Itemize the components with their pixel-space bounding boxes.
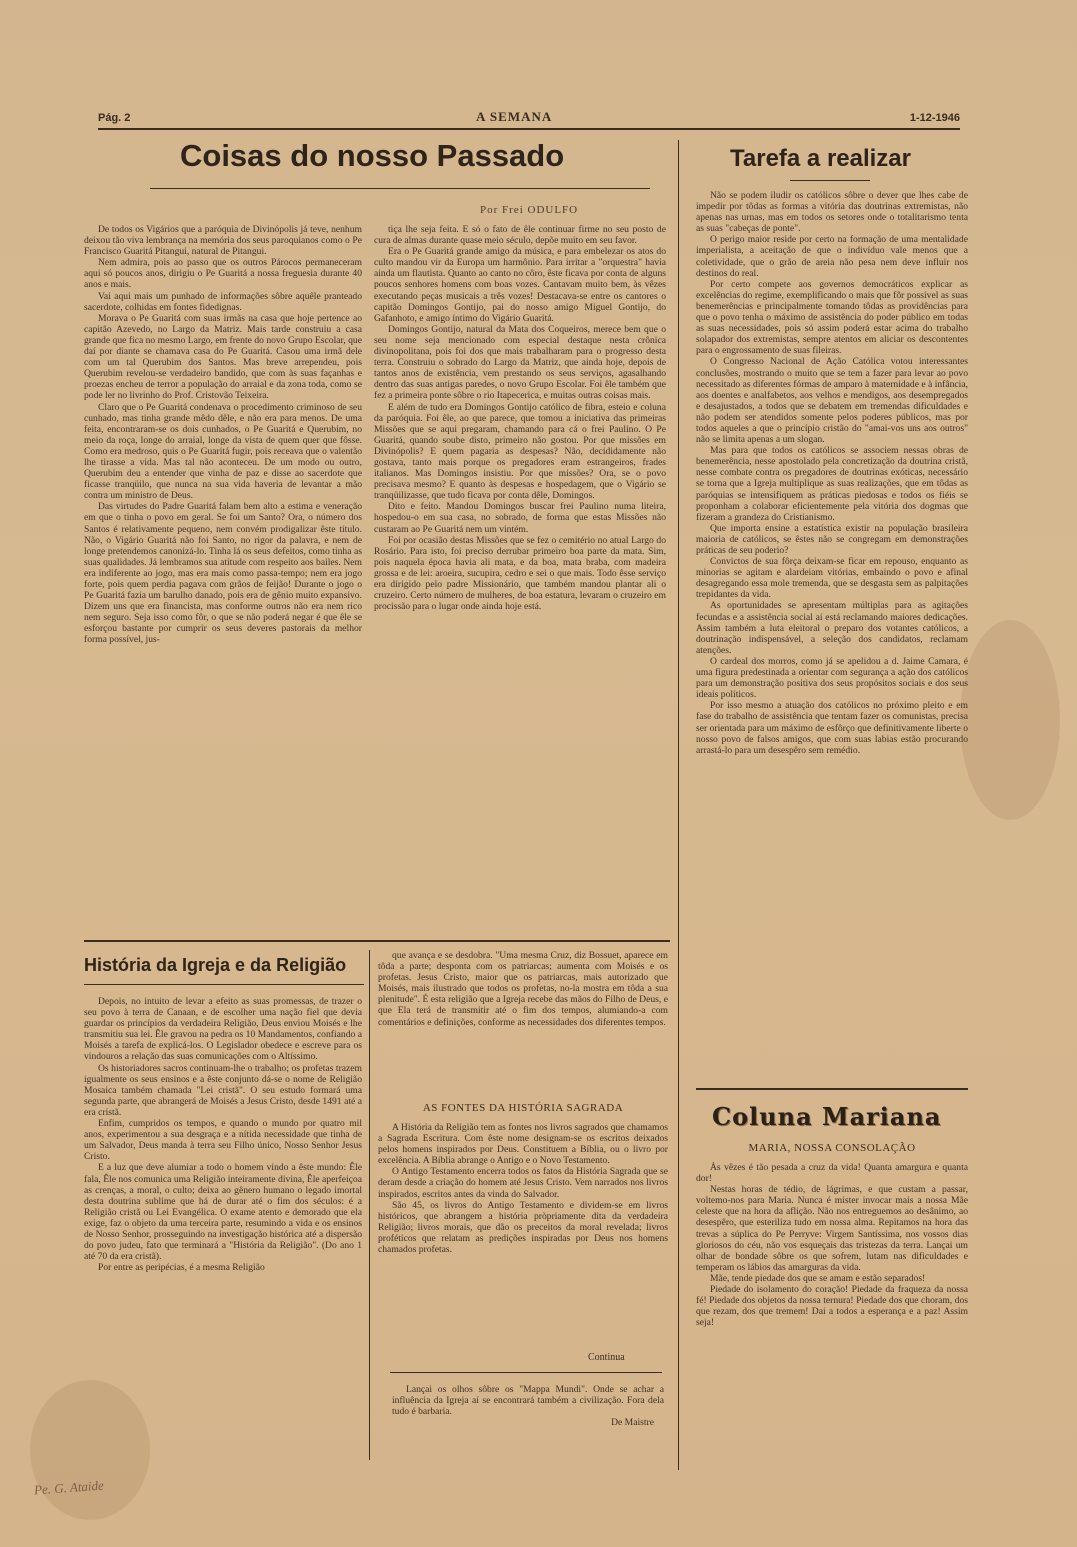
article3-column-1 [84,996,362,1456]
quote-text: Lançai os olhos sôbre os "Mappa Mundi". Onde se achar a influência da Igreja aí se encontrará também a civilização. Fora dela tudo é barbaria. [392,1384,664,1418]
article4-column [696,1162,968,1462]
continua-note: Continua [588,1352,625,1363]
handwritten-margin-note: Pe. G. Ataide [33,1477,105,1498]
newspaper-name: A SEMANA [476,109,553,124]
box-rule [390,1372,662,1373]
paragraph: O Antigo Testamento encerra todos os fatos da História Sagrada que se deram desde a criação do homem até Jesus Cristo. Vem narrados nos livros inspirados, escritos antes da vinda do Salvador. [378,1166,668,1200]
masthead-rule [98,128,960,130]
paragraph: Nestas horas de tédio, de lágrimas, e que custam a passar, voltemo-nos para Maria. Nunca é mister invocar mais a nossa Mãe celeste que na hora da aflição. Não nos entreguemos ao desânimo, ao desespêro, que esteriliza tudo em nossa alma. Repitamos na hora das trevas a súplica do Pe Perryve: Virgem Santíssima, nos vossos dias gloriosos do céu, não vos esqueçais das tristezas da terra. Lançai um olhar de bondade sôbre os que sofrem, lutam nas dificuldades e temperam os lábios das amarguras da vida. [696,1184,968,1273]
subheading: MARIA, NOSSA CONSOLAÇÃO [748,1142,916,1154]
paragraph: Piedade do isolamento do coração! Piedade da fraqueza da nossa fé! Piedade dos objetos da nossa ternura! Piedade dos que choram, dos que rezam, dos que tremem! Dai a todos a esperança e a paz! Assim seja! [696,1284,968,1329]
article-title-coisas: Coisas do nosso Passado [180,138,565,173]
article3-column-2b [378,1122,668,1348]
quote-box [392,1384,664,1444]
paragraph: Por isso mesmo a atuação dos católicos no próximo pleito e em fase do trabalho de assistência que tentam fazer os comunistas, precisa ser orientada para um máximo de esfôrço que definitivamente liberte o nosso povo de falsos amigos, que com suas labias estão procurando arrastá-lo para um desespêro sem remédio. [696,700,968,756]
column-divider [369,950,370,1460]
paragraph: As oportunidades se apresentam múltiplas para as agitações fecundas e a assistência social aí está reclamando maiores dedicações. Assim também a luta eleitoral o preparo dos votantes católicos, a doutrinação indispensável, a seleção dos candidatos, reclamam atenções. [696,600,968,656]
article-title-tarefa: Tarefa a realizar [730,145,911,172]
paragraph: Foi por ocasião destas Missões que se fez o cemitério no atual Largo do Rosário. Para isto, foi preciso derrubar primeiro boa parte da mata. Sim, pois naquela época havia ali mata, e da boa, mata braba, com madeira grossa e de lei: aroeira, sucupira, cedro e sei o que mais. Todo êsse serviço era dirigido pelo padre Missionário, que também mandou plantar ali o cruzeiro. Certo número de mulheres, de boa estatura, levaram o cruzeiro em procissão para o lugar onde ainda hoje está. [374,534,666,613]
subheading: AS FONTES DA HISTÓRIA SAGRADA [422,1102,624,1114]
issue-date: 1-12-1946 [909,112,960,124]
section-rule [84,940,670,942]
paragraph: De todos os Vigários que a paróquia de Divinópolis já teve, nenhum deixou tão viva lembrança na memória dos seus paroquianos como o Pe Francisco Guaritá Pitangui, natural de Pitangui. [84,224,362,258]
paragraph: Depois, no intuito de levar a efeito as suas promessas, de trazer o seu povo à terra de Canaan, e de escolher uma nação fiel que devia guardar os princípios da verdadeira Religião, Deus enviou Moisés e lhe transmitiu sua lei. Êle gravou na pedra os 10 Mandamentos, confiando a Moisés a tarefa de explicá-los. O Legislador obedece e escreve para os vindouros a relação das suas comunicações com o Altíssimo. [84,996,362,1063]
paragraph: E além de tudo era Domingos Gontijo católico de fibra, esteio e coluna da paróquia. Foi êle, ao que parece, que tomou a iniciativa das primeiras Missões que se aqui pregaram, chamando para cá o frei Paulino. O Pe Guaritá, quando soube disto, primeiro não gostou. Por que missões em Divinópolis? E quem pagaria as despesas? Não, decididamente não gostava, tanto mais porque os pregadores eram estrangeiros, frades italianos. Mas Domingos insistiu. Por que missões? Ora, se o povo precisava mesmo? E quanto às despesas e hospedagem, que o Vigário se tranqüilizasse, que tudo ficava por conta dêle, Domingos. [374,401,666,502]
paragraph: Mas para que todos os católicos se associem nessas obras de benemerência, nesse apostolado pela concretização da doutrina cristã, nesse combate contra os pregadores de doutrinas exóticas, necessário se torna que a Igreja multiplique as suas realizações, que em tôdas as paróquias se intensifiquem as práticas piedosas e todos os fiéis se proponham a colaborar eficientemente pela vitória dos dogmas que fizeram a grandeza do Cristianismo. [696,445,968,523]
paragraph: Por entre as peripécias, é a mesma Religião [98,1262,265,1274]
paragraph: Das virtudes do Padre Guaritá falam bem alto a estima e veneração em que o tinha o povo em geral. Se foi um Santo? Ora, o número dos Santos é relativamente pequeno, nem convém prodigalizar êste título. Não, o Vigário Guaritá não foi Santo, no rigor da palavra, e nem de longe pretendemos canonizá-lo. Tinha lá os seus defeitos, como tinha as suas qualidades. Já lembramos sua atitude com respeito aos bailes. Nem era indiferente ao jogo, mas era mais como passa-tempo; nem era jogo forte, pois quem perdia pagava com grãos de feijão! Durante o jogo o Pe Guaritá fazia um barulho danado, pois era de gênio muito expansivo. Dizem uns que era financista, mas conforme outros não era nem rico nem seguro. Seja isso como fôr, o que se não poderá negar é que êle se esforçou bastante por cumprir os seus deveres pastorais da melhor forma possível, jus- [84,501,362,646]
paragraph: Por certo compete aos governos democráticos explicar as excelências do regime, exemplificando o mais que fôr possível as suas benemerências e principalmente tomando tôdas as providências para que o povo tenha o máximo de assistência do poder público em todas as suas necessidades, pois só assim poderá estar acima do trabalho solapador dos extremistas, sempre atentos em aliciar os descontentes para o engrossamento de suas fileiras. [696,278,968,357]
article1-column-1 [84,224,362,936]
article1-column-2 [374,224,666,936]
paragraph: O perigo maior reside por certo na formação de uma mentalidade imperialista, a aceitação de que o indivíduo vale menos que a coletividade, que o grão de areia não pesa nem deve influir nos destinos do real. [696,234,968,279]
paragraph: Às vêzes é tão pesada a cruz da vida! Quanta amargura e quanta dor! [696,1162,968,1185]
column-divider [678,140,679,1470]
paragraph: Domingos Gontijo, natural da Mata dos Coqueiros, merece bem que o seu nome seja mencionado com especial destaque nesta crônica divinopolitana, pois foi dos que mais trabalharam para o progresso desta terra. Construiu o sobrado do Largo da Matriz, que ainda hoje, depois de tantos anos de existência, vem prestando os seus serviços, agasalhando dentro das suas antigas paredes, o novo Grupo Escolar. Foi êle também que fez a primeira ponte sôbre o rio Itapecerica, e muitas outras coisas mais. [374,323,666,402]
paragraph: A História da Religião tem as fontes nos livros sagrados que chamamos a Sagrada Escritura. Com êste nome designam-se os escritos deixados pelos homens inspirados por Deus. Constituem a Bíblia, ou o livro por excelência. A Bíblia abrange o Antigo e o Novo Testamento. [378,1122,668,1167]
byline: Por Frei ODULFO [480,204,579,216]
article3-column-2 [378,950,668,1095]
paragraph: Era o Pe Guaritá grande amigo da música, e para embelezar os atos do culto mandou vir da Europa um harmônio. Para irritar a "orquestra" havia ainda um flautista. Quanto ao canto no côro, êste ficava por conta de alguns poucos senhores homens com boas vozes. Cantavam muito bem, às vêzes executando peças musicais a três vozes! Destacava-se entre os cantores o capitão Domingos Gontijo, pai do nosso amigo Miguel Gontijo, do Gafanhoto, e amigo íntimo do Vigário Guaritá. [374,246,666,324]
paragraph: Nem admira, pois ao passo que os outros Párocos permaneceram aqui só poucos anos, dirigiu o Pe Guaritá a nossa freguesia durante 40 anos e mais. [84,257,362,291]
page-number: Pág. 2 [98,112,131,124]
paragraph: O Congresso Nacional de Ação Católica votou interessantes conclusões, mostrando o muito que se tem a fazer para levar ao povo necessitado as diferentes fórmas de amparo à maternidade e à infância, aos doentes e analfabetos, aos velhos e mendigos, aos desempregados e desajustados, a todos que se debatem em tremendas dificuldades e não podem ser atendidos somente pelos poderes públicos, mas por todos aqueles a que o princípio cristão do "amai-vos uns aos outros" não se limita apenas a um slogan. [696,356,968,446]
paragraph: Que importa ensine a estatística existir na população brasileira maioria de católicos, se êstes não se congregam em demonstrações práticas de seu poderio? [696,522,968,556]
paragraph: Os historiadores sacros continuam-lhe o trabalho; os profetas trazem igualmente os seus ensinos e a êste conjunto dá-se o nome de Religião Mosaica também chamada "Lei cristã". O seu estudo formará uma segunda parte, que abrangerá de Moisés a Jesus Cristo, desde 1491 até a era cristã. [84,1062,362,1118]
article2-column [696,190,968,1080]
paragraph: Dito e feito. Mandou Domingos buscar frei Paulino numa liteira, hospedou-o em sua casa, no sobrado, de forma que estas Missões não custaram ao Pe Guaritá nem um vintém. [374,501,666,535]
stain [960,620,1060,820]
paragraph: E a luz que deve alumiar a todo o homem vindo a êste mundo: Êle fala, Êle nos comunica uma Religião inteiramente divina, Êle aperfeiçoa as crenças, a moral, o culto; deixa ao gênero humano o legado imortal desta doutrina sublime que há de durar até o fim dos séculos: é a Religião cristã ou Lei Evangélica. O exame atento e demorado que ela exige, faz o objeto da uma terceira parte, resumindo a vida e os ensinos de Nosso Senhor, prosseguindo na investigação histórica até a dispersão do povo judeu, fato que terminará a "História da Religião". (Do ano 1 até 70 da era cristã). [84,1162,362,1263]
paragraph: São 45, os livros do Antigo Testamento e dividem-se em livros históricos, que abrangem a história pròpriamente dita da verdadeira Religião; livros morais, que dão os preceitos da moral revelada; livros proféticos que relatam as predições inspiradas por Deus nos homens chamados profetas. [378,1199,668,1256]
paragraph: Morava o Pe Guaritá com suas irmãs na casa que hoje pertence ao capitão Azevedo, no Largo da Matriz. Mais tarde construiu a casa grande que fica no mesmo Largo, em frente do novo Grupo Escolar, que daí por diante se chamava casa do Pe Guaritá. Casou uma irmã dele com um tal Querubim dos Santos. Mas breve arrependeu, pois Querubim revelou-se verdadeiro bandido, que com às suas façanhas e proezas encheu de terror a população do arraial e da zona toda, como se pode ler no livrinho do Prof. Cristovão Teixeira. [84,312,362,402]
paragraph: Enfim, cumpridos os tempos, e quando o mundo por quatro mil anos, experimentou a sua desgraça e a nítida necessidade que tinha de um Salvador, Deus manda à terra seu Filho único, Nosso Senhor Jesus Cristo. [84,1118,362,1163]
title-rule [790,180,870,181]
paragraph: O cardeal dos morros, como já se apelidou a d. Jaime Camara, é uma figura predestinada a orientar com segurança a ação dos católicos para um demonstração positiva dos seus propósitos sociais e dos seus ideais políticos. [696,655,968,701]
paragraph: Claro que o Pe Guaritá condenava o procedimento criminoso de seu cunhado, mas tinha grande mêdo dêle, e não era para menos. De uma feita, encontraram-se os dois cunhados, o Pe Guaritá e Querubim, no meio da roça, longe do arraial, longe da vista de quem quer que fôsse. Como era medroso, quis o Pe Guaritá fugir, pois receava que o valentão lhe tirasse a vida. Mas tal não aconteceu. De um modo ou outro, Querubim deu a entender que vinha de paz e disse ao sacerdote que ficasse tranqüilo, que nunca na sua vida haveria de levantar a mão contra um ministro de Deus. [84,401,362,502]
paragraph: Mãe, tende piedade dos que se amam e estão separados! [710,1272,926,1284]
paragraph: Não se podem iludir os católicos sôbre o dever que lhes cabe de impedir por tôdas as formas a vitória das doutrinas extremistas, não apenas nas urnas, mas em todos os setores onde o totalitarismo tenta as suas "cabeças de ponte". [696,190,968,235]
article-title-coluna-mariana: Coluna Mariana [712,1102,942,1131]
paragraph: tiça lhe seja feita. E só o fato de êle continuar firme no seu posto de cura de almas durante quase meio século, depõe muito em seu favor. [374,224,666,247]
quote-author: De Maistre [611,1417,654,1429]
paragraph: Convictos de sua fôrça deixam-se ficar em repouso, enquanto as minorias se agitam e alardeiam vitórias, embaindo o povo e afinal desagregando essa mole tremenda, que se desgasta sem as palpitações trepidantes da vida. [696,556,968,601]
paragraph: Vai aqui mais um punhado de informações sôbre aquêle pranteado sacerdote, colhidas em fontes fidedignas. [84,290,362,313]
title-rule [84,984,364,985]
article-title-historia: História da Igreja e da Religião [84,955,347,975]
section-rule [696,1088,968,1090]
title-rule [150,188,650,189]
paragraph: que avança e se desdobra. "Uma mesma Cruz, diz Bossuet, aparece em tôda a parte; desponta com os patriarcas; aumenta com Moisés e os profetas. Jesus Cristo, maior que os patriarcas, mais autorizado que Moisés, mais ilustrado que todos os profetas, no-la mostra em tôda a sua plenitude". É esta religião que a Igreja recebe das mãos do Filho de Deus, e que Ela terá de transmitir até o fim dos tempos, alumiando-a com comentários e definições, conforme as necessidades dos diferentes tempos. [378,950,668,1028]
